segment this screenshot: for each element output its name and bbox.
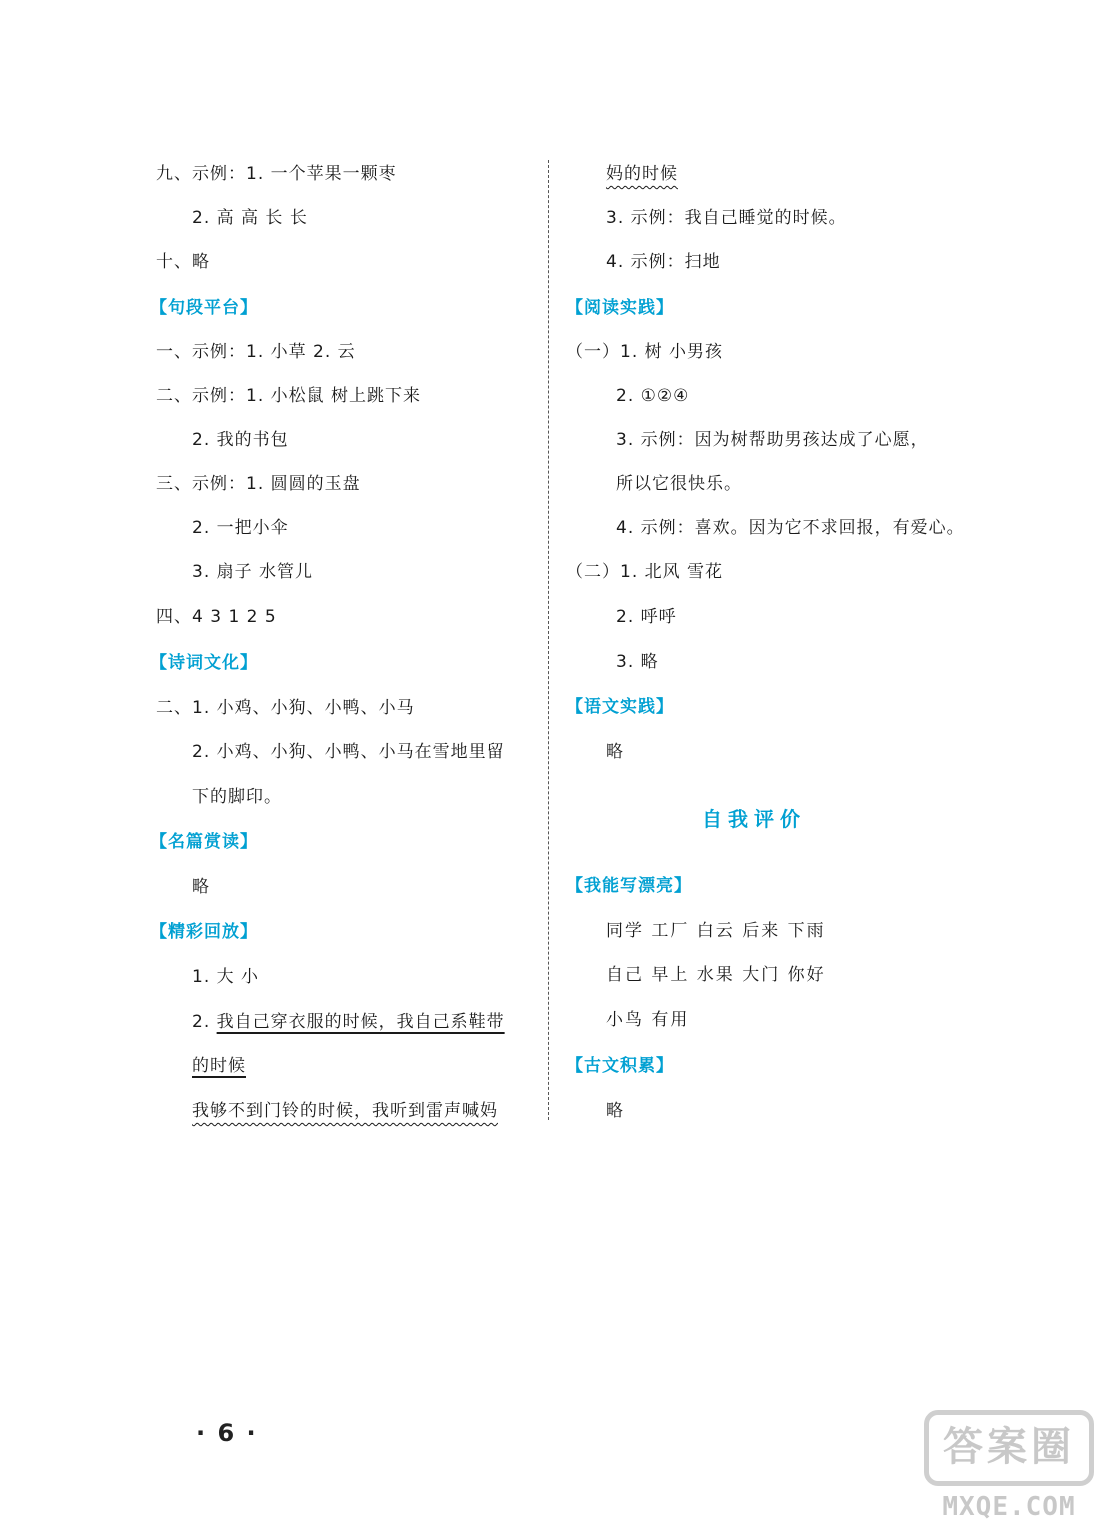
answer-line: 1. 大 小 xyxy=(192,967,260,987)
underlined-answer: 的时候 xyxy=(192,1056,246,1076)
answer-line xyxy=(192,1011,505,1033)
word-list: 小鸟 有用 xyxy=(606,1010,690,1030)
section-title-write-beautifully: 【我能写漂亮】 xyxy=(566,876,692,896)
section-title-language-practice: 【语文实践】 xyxy=(566,697,674,717)
answer-line: 3. 示例：我自己睡觉的时候。 xyxy=(606,208,847,228)
watermark-logo-text: 答案圈 xyxy=(924,1410,1094,1486)
answer-line: 二、示例：1. 小松鼠 树上跳下来 xyxy=(156,386,422,406)
answer-line: 2. 呼呼 xyxy=(616,607,677,627)
answer-line: 所以它很快乐。 xyxy=(616,474,742,494)
answer-line: 略 xyxy=(192,877,210,897)
wavy-underlined-answer: 我够不到门铃的时候，我听到雷声喊妈 xyxy=(192,1101,498,1121)
answer-line: 2. ①②④ xyxy=(616,386,690,406)
underlined-answer: 我自己穿衣服的时候，我自己系鞋带 xyxy=(216,1012,505,1032)
answer-line: 2. 我的书包 xyxy=(192,430,289,450)
section-title-reading-practice: 【阅读实践】 xyxy=(566,298,674,318)
page-number: · 6 · xyxy=(196,1419,258,1447)
answer-line: 下的脚印。 xyxy=(192,787,282,807)
section-title-classical-accumulation: 【古文积累】 xyxy=(566,1056,674,1076)
answer-line: 三、示例：1. 圆圆的玉盘 xyxy=(156,474,361,494)
watermark-url: MXQE.COM xyxy=(942,1492,1076,1522)
section-title-sentence-platform: 【句段平台】 xyxy=(150,298,258,318)
answer-line: 2. 一把小伞 xyxy=(192,518,289,538)
answer-line: 九、示例：1. 一个苹果一颗枣 xyxy=(156,164,397,184)
answer-line: 十、略 xyxy=(156,252,210,272)
word-list: 同学 工厂 白云 后来 下雨 xyxy=(606,921,826,941)
watermark-logo xyxy=(924,1410,1094,1528)
answer-line: （二）1. 北风 雪花 xyxy=(566,562,724,582)
answer-line: 3. 扇子 水管儿 xyxy=(192,562,314,582)
answer-line: 四、4 3 1 2 5 xyxy=(156,607,277,627)
word-list: 自己 早上 水果 大门 你好 xyxy=(606,965,826,985)
answer-line: （一）1. 树 小男孩 xyxy=(566,342,724,362)
wavy-underlined-answer: 妈的时候 xyxy=(606,164,678,184)
answer-line: 二、1. 小鸡、小狗、小鸭、小马 xyxy=(156,698,415,718)
answer-line: 4. 示例：喜欢。因为它不求回报，有爱心。 xyxy=(616,518,965,538)
answer-line: 3. 示例：因为树帮助男孩达成了心愿， xyxy=(616,430,929,450)
section-title-classic-reading: 【名篇赏读】 xyxy=(150,832,258,852)
section-title-poetry-culture: 【诗词文化】 xyxy=(150,653,258,673)
section-title-highlight-review: 【精彩回放】 xyxy=(150,922,258,942)
answer-line: 3. 略 xyxy=(616,652,659,672)
column-divider xyxy=(548,160,549,1120)
answer-line: 2. 小鸡、小狗、小鸭、小马在雪地里留 xyxy=(192,742,505,762)
answer-line: 一、示例：1. 小草 2. 云 xyxy=(156,342,356,362)
answer-line: 4. 示例：扫地 xyxy=(606,252,721,272)
answer-line: 略 xyxy=(606,1101,624,1121)
answer-line: 2. 高 高 长 长 xyxy=(192,208,308,228)
answer-number: 2. xyxy=(192,1012,217,1032)
self-evaluation-heading: 自我评价 xyxy=(702,807,806,831)
answer-line: 略 xyxy=(606,742,624,762)
